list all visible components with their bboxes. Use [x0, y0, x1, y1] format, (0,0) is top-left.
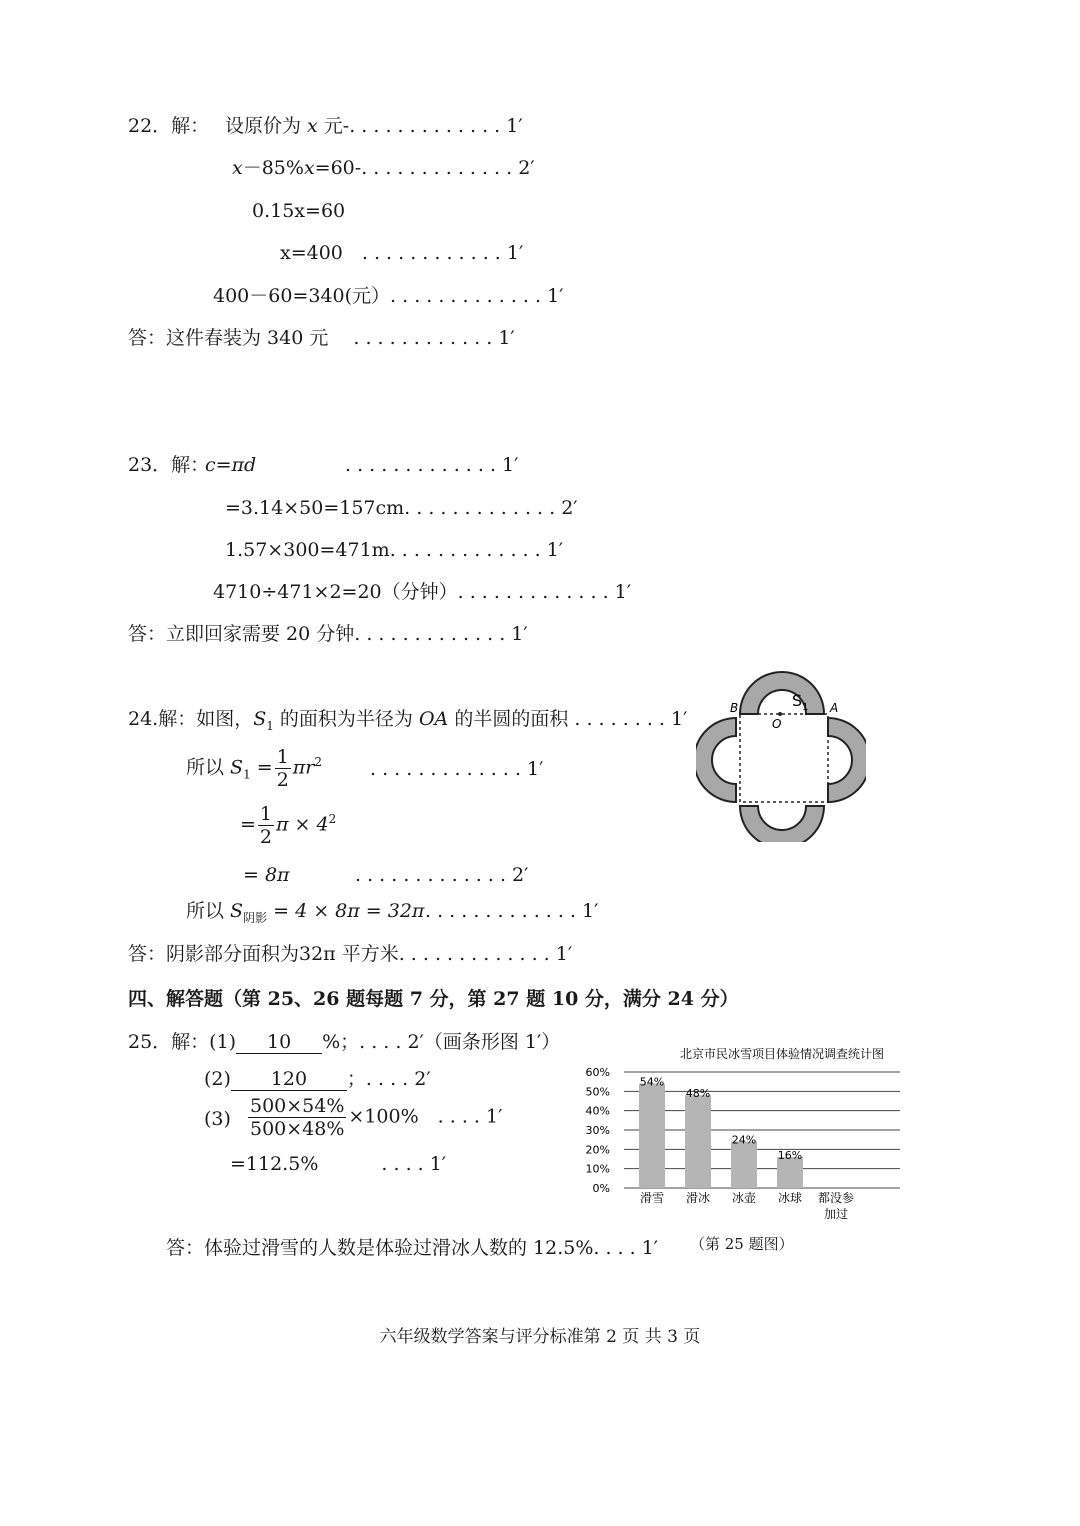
q25-line4: =112.5% . . . . 1′ [230, 1153, 447, 1175]
q23-line3: 1.57×300=471m. . . . . . . . . . . . . 1′ [225, 539, 564, 561]
chart-bar [639, 1084, 665, 1188]
chart-category-label: 冰球 [777, 1191, 803, 1205]
q24-fraction-1: $\frac{1}{2}$ [276, 746, 289, 791]
chart-y-tick: 10% [585, 1162, 610, 1176]
q24-line4: = 8π [243, 864, 290, 886]
figure-center-o [778, 712, 782, 716]
q22-line2: x－85%x=60-. . . . . . . . . . . . . 2′ [232, 157, 535, 179]
chart-category-label: 冰壶 [731, 1191, 757, 1205]
q24-fraction-2: $\frac{1}{2}$ [259, 803, 273, 848]
chart-bar [731, 1142, 757, 1188]
q24-line5-dots: . . . . . . . . . . . . . 1′ [425, 900, 599, 922]
q23-line1-dots: . . . . . . . . . . . . . 1′ [345, 454, 519, 476]
q22-line1: 设原价为 x 元-. . . . . . . . . . . . . 1′ [225, 115, 523, 137]
chart-data-label: 16% [777, 1149, 803, 1163]
q24-line2: 所以 $S_1$ = $\frac{1}{2}$ $\pi r^2$ [186, 746, 322, 791]
chart-category-label: 都没参 [817, 1191, 855, 1205]
chart-category-label: 滑雪 [639, 1191, 665, 1205]
q24-shaded-figure [696, 666, 866, 842]
figure-lobe-bottom [740, 806, 824, 842]
chart-category-label: 加过 [823, 1207, 849, 1221]
q24-line5: 所以 $S_{阴影} = 4 \times 8\pi = 32\pi$ [186, 900, 425, 925]
figure-label-a: A [830, 701, 839, 715]
q25-bar-chart [582, 1040, 922, 1230]
q25-blank-1: 10 [236, 1031, 322, 1054]
figure-dashed-square [740, 714, 828, 802]
q22-line4: x=400 . . . . . . . . . . . . 1′ [280, 242, 524, 264]
figure-lobe-right [828, 718, 866, 802]
figure-label-o: O [772, 717, 782, 731]
chart-y-tick: 20% [585, 1143, 610, 1157]
chart-y-tick: 30% [585, 1124, 610, 1137]
q23-label: 23．解： [128, 454, 210, 476]
figure-lobe-left [696, 718, 736, 802]
chart-y-tick: 60% [585, 1066, 610, 1079]
section-4-heading: 四、解答题（第 25、26 题每题 7 分，第 27 题 10 分，满分 24 分） [128, 988, 739, 1010]
q25-blank-2: 120 [231, 1068, 347, 1091]
figure-lobe-top [740, 672, 824, 714]
q22-label: 22．解： [128, 115, 210, 137]
q25-fraction: $\frac{500\times 54\%}{500\times 48\%}$ [250, 1095, 345, 1140]
q24-line4-dots: . . . . . . . . . . . . . 2′ [355, 864, 529, 886]
q23-line4: 4710÷471×2=20（分钟）. . . . . . . . . . . . . 1′ [213, 581, 632, 603]
q25-line3-label: (3) [204, 1108, 231, 1130]
q22-line3: 0.15x=60 [252, 200, 346, 222]
q24-line2-dots: . . . . . . . . . . . . . 1′ [370, 758, 544, 780]
q25-answer: 答：体验过滑雪的人数是体验过滑冰人数的 12.5%. . . . 1′ [166, 1237, 659, 1259]
chart-category-label: 滑冰 [685, 1191, 711, 1205]
q24-line3: = $\frac{1}{2}$ $\pi \times 4^2$ [240, 803, 337, 848]
chart-y-tick: 50% [585, 1085, 610, 1099]
q23-line2: =3.14×50=157cm. . . . . . . . . . . . . 2′ [225, 497, 578, 519]
q23-answer: 答：立即回家需要 20 分钟. . . . . . . . . . . . . 1′ [128, 623, 528, 645]
q23-formula: c=πd [205, 454, 257, 476]
q25-line2: (2) 120 ；. . . . 2′ [204, 1068, 431, 1090]
figure-label-b: B [730, 701, 739, 715]
q25-line1: 25．解：(1) 10 %；. . . . 2′（画条形图 1′） [128, 1031, 561, 1053]
chart-data-label: 24% [731, 1133, 757, 1147]
q24-line1: 24.解：如图，$S_1$ 的面积为半径为 OA 的半圆的面积 . . . . . . . . 1′ [128, 708, 688, 733]
chart-title: 北京市民冰雪项目体验情况调查统计图 [679, 1047, 885, 1061]
chart-data-label: 48% [685, 1087, 711, 1101]
chart-bar [685, 1095, 711, 1188]
figure-label-s1: $S_1$ [792, 691, 809, 713]
chart-data-label: 54% [639, 1075, 665, 1089]
chart-y-tick: 0% [592, 1182, 610, 1195]
q22-answer: 答：这件春装为 340 元 . . . . . . . . . . . . 1′ [128, 327, 515, 349]
q25-chart-caption: （第 25 题图） [690, 1235, 794, 1253]
q25-line3: $\frac{500\times 54\%}{500\times 48\%}$ ×100% . . . . 1′ [250, 1095, 503, 1140]
chart-y-tick: 40% [585, 1104, 610, 1118]
q24-answer: 答：阴影部分面积为32π 平方米. . . . . . . . . . . . . 1′ [128, 943, 573, 965]
q22-line5: 400－60=340(元）. . . . . . . . . . . . . 1′ [213, 285, 564, 307]
page-footer: 六年级数学答案与评分标准第 2 页 共 3 页 [379, 1327, 701, 1347]
